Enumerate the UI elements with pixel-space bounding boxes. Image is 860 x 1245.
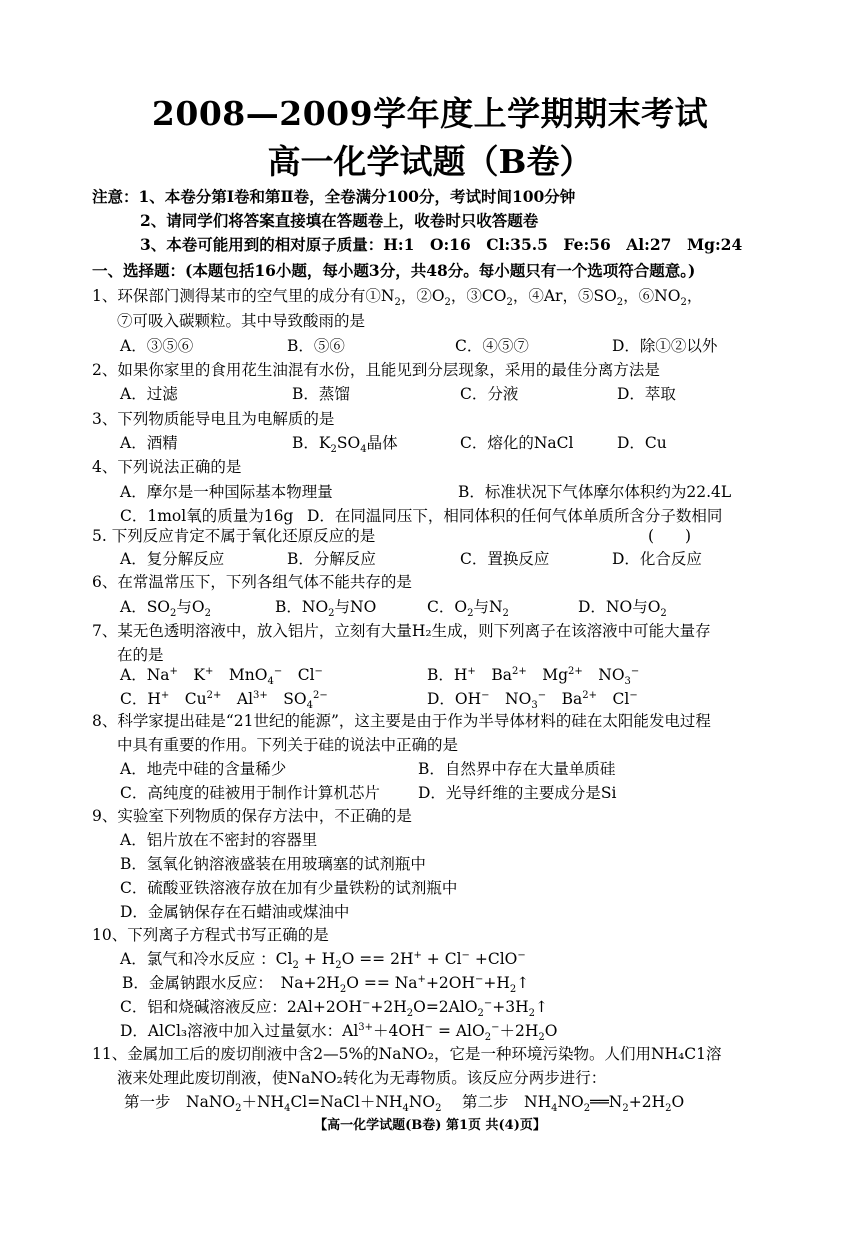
q10-option-a: A．氯气和冷水反应 ：$Cl_2 + H_2O == 2H^+ + Cl^- +ClO^-$ — [120, 949, 526, 972]
q2-stem: 2、如果你家里的食用花生油混有水份，且能见到分层现象，采用的最佳分离方法是 — [92, 361, 660, 379]
q7-stem: 7、某无色透明溶液中，放入铝片，立刻有大量H₂生成，则下列离子在该溶液中可能大量存 — [92, 622, 711, 640]
q8-option-c: C．高纯度的硅被用于制作计算机芯片 — [120, 784, 380, 802]
q11-step-1: 第一步 $NaNO_2+NH_4Cl=NaCl+NH_4NO_2$ — [124, 1093, 442, 1115]
q9-option-a: A．铝片放在不密封的容器里 — [120, 831, 318, 849]
q4-stem: 4、下列说法正确的是 — [92, 458, 242, 476]
notice-3: 3、本卷可能用到的相对原子质量：H:1 O:16 Cl:35.5 Fe:56 Al:27 Mg:24 — [140, 235, 743, 254]
q9-option-b: B．氢氧化钠溶液盛装在用玻璃塞的试剂瓶中 — [120, 855, 426, 873]
q1-stem: 1、环保部门测得某市的空气里的成分有$①N_2$，$②O_2$，$③CO_2$，④Ar，$⑤SO_2$，$⑥NO_2$， — [92, 287, 703, 309]
page-footer: 【高一化学试题(B卷) 第1页 共(4)页】 — [314, 1118, 546, 1133]
q2-option-b: B．蒸馏 — [292, 385, 350, 403]
q3-option-d: D．Cu — [617, 434, 667, 452]
q8-stem-line2: 中具有重要的作用。下列关于硅的说法中正确的是 — [117, 736, 459, 754]
q1-stem-line2: ⑦可吸入碳颗粒。其中导致酸雨的是 — [117, 312, 366, 330]
q3-option-a: A．酒精 — [120, 434, 178, 452]
q5-option-a: A．复分解反应 — [120, 550, 225, 568]
q6-stem: 6、在常温常压下，下列各组气体不能共存的是 — [92, 573, 412, 591]
exam-title: 2008—2009学年度上学期期末考试 — [151, 94, 709, 133]
q3-option-b: B．$K_2SO_4$晶体 — [292, 434, 398, 456]
q7-option-b: B．H+ $Ba^{2+}$ $Mg^{2+}$ $NO_3^-$ — [427, 665, 640, 688]
q6-option-d: D．NO与$O_2$ — [578, 598, 667, 620]
q9-option-c: C．硫酸亚铁溶液存放在加有少量铁粉的试剂瓶中 — [120, 879, 458, 897]
q4-option-a: A．摩尔是一种国际基本物理量 — [120, 483, 333, 501]
q6-option-b: B．$NO_2$与NO — [275, 598, 377, 620]
q4-option-d: D．在同温同压下，相同体积的任何气体单质所含分子数相同 — [307, 507, 723, 525]
q8-option-a: A．地壳中硅的含量稀少 — [120, 760, 287, 778]
q2-option-a: A．过滤 — [120, 385, 178, 403]
q4-option-b: B．标准状况下气体摩尔体积约为22.4L — [458, 483, 732, 501]
q7-option-d: D．OH− $NO_3^-$ $Ba^{2+}$ Cl− — [427, 689, 638, 712]
section-1-heading: 一、选择题：(本题包括16小题，每小题3分，共48分。每小题只有一个选项符合题意。) — [92, 261, 696, 280]
q10-option-d: D．AlCl₃溶液中加入过量氨水：$Al^{3+}+4OH^- = AlO_2^-+2H_2O$ — [120, 1021, 558, 1044]
q1-option-b: B．⑤⑥ — [287, 337, 345, 355]
q5-option-c: C．置换反应 — [460, 550, 550, 568]
q2-option-d: D．萃取 — [617, 385, 676, 403]
q5-answer-paren: ( ) — [648, 527, 692, 545]
notice-1: 注意：1、本卷分第Ⅰ卷和第Ⅱ卷，全卷满分100分，考试时间100分钟 — [92, 187, 576, 206]
q7-option-c: C．H+ $Cu^{2+}$ $Al^{3+}$ $SO_4^{2-}$ — [120, 689, 328, 712]
q8-option-d: D．光导纤维的主要成分是Si — [418, 784, 617, 802]
q3-stem: 3、下列物质能导电且为电解质的是 — [92, 410, 335, 428]
q5-option-b: B．分解反应 — [287, 550, 376, 568]
q5-option-d: D．化合反应 — [612, 550, 702, 568]
q9-option-d: D．金属钠保存在石蜡油或煤油中 — [120, 903, 350, 921]
q10-option-c: C．铝和烧碱溶液反应：$2Al+2OH^-+2H_2O=2AlO_2^-+3H_2↑$ — [120, 997, 549, 1020]
notice-2: 2、请同学们将答案直接填在答题卷上，收卷时只收答题卷 — [140, 211, 539, 230]
q3-option-c: C．熔化的NaCl — [460, 434, 574, 452]
q5-stem: 5. 下列反应肯定不属于氧化还原反应的是 — [92, 527, 376, 545]
q6-option-a: A．$SO_2$与$O_2$ — [120, 598, 211, 620]
q10-option-b: B．金属钠跟水反应： $Na+2H_2O$ == $Na^++2OH^-+H_2↑$ — [122, 973, 530, 996]
q6-option-c: C．$O_2$与$N_2$ — [427, 598, 509, 620]
q1-option-d: D．除①②以外 — [612, 337, 718, 355]
q10-stem: 10、下列离子方程式书写正确的是 — [92, 926, 329, 944]
q2-option-c: C．分液 — [460, 385, 519, 403]
q4-option-c: C．1mol氧的质量为16g — [120, 507, 294, 525]
q8-stem: 8、科学家提出硅是“21世纪的能源”，这主要是由于作为半导体材料的硅在太阳能发电过程 — [92, 712, 711, 730]
q11-stem: 11、金属加工后的废切削液中含2—5%的NaNO₂，它是一种环境污染物。人们用NH₄C1溶 — [92, 1045, 722, 1063]
exam-subtitle: 高一化学试题（B卷） — [267, 142, 593, 181]
q8-option-b: B．自然界中存在大量单质硅 — [418, 760, 616, 778]
q11-step-2: 第二步 $NH_4NO_2══N_2+2H_2O$ — [462, 1093, 685, 1115]
q7-stem-line2: 在的是 — [117, 646, 164, 664]
q11-stem-line2: 液来处理此废切削液，使NaNO₂转化为无毒物质。该反应分两步进行： — [117, 1069, 607, 1087]
q1-option-a: A．③⑤⑥ — [120, 337, 194, 355]
q9-stem: 9、实验室下列物质的保存方法中，不正确的是 — [92, 807, 412, 825]
q1-option-c: C．④⑤⑦ — [455, 337, 529, 355]
q7-option-a: A．Na+ K+ MnO$_4$− Cl− — [120, 665, 323, 688]
